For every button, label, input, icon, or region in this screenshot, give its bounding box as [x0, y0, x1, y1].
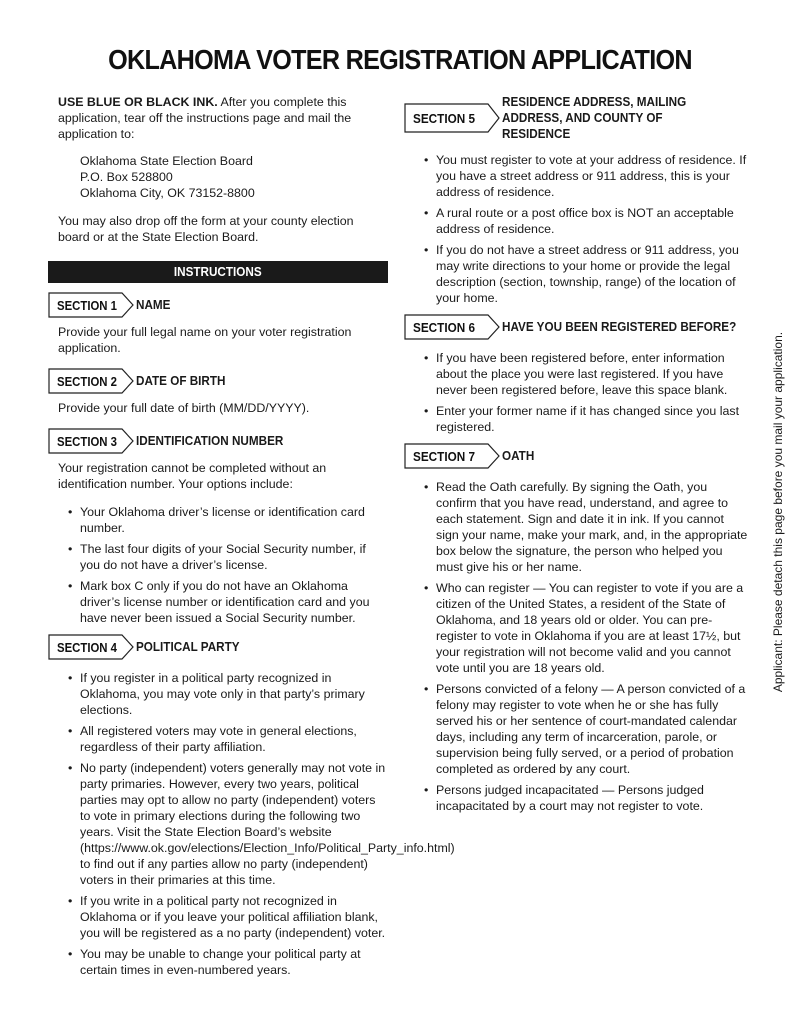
detach-notice: Applicant: Please detach this page before you mail your application.: [771, 331, 785, 693]
list-item: • Mark box C only if you do not have an Oklahoma driver’s license number or identification card and you have never been issued a Social Security number.: [68, 578, 388, 626]
section-5-title: RESIDENCE ADDRESS, MAILING ADDRESS, AND COUNTY OF RESIDENCE: [502, 94, 687, 141]
list-item: • Persons judged incapacitated — Persons judged incapacitated by a court may not register to vote.: [424, 782, 749, 814]
section-2-title: DATE OF BIRTH: [136, 373, 226, 388]
section-3-header: [48, 428, 388, 454]
intro-text: After you complete this application, tear off the instructions page and mail the application to:: [58, 95, 352, 141]
section-3-tag: [48, 428, 134, 454]
section-1-label: SECTION 1: [57, 298, 117, 313]
section-3-list: [68, 504, 388, 626]
list-item: • No party (independent) voters generally may not vote in party primaries. However, every two years, political parties may opt to allow no party (independent) voters to vote in primary elections during the following two years. Visit the State Election Board’s website (https://www.ok.gov/elections/Election_Info/Political_Party_info.html) to find out if any parties allow no party (independent) voters in their primaries at this time.: [68, 760, 388, 888]
list-item: • The last four digits of your Social Security number, if you do not have a driver’s license.: [68, 541, 388, 573]
section-4-label: SECTION 4: [57, 640, 118, 655]
section-1-tag: [48, 292, 134, 318]
section-7-list: [424, 479, 749, 814]
section-5-list: [424, 152, 749, 306]
section-5-header: [404, 94, 749, 142]
list-item: • If you register in a political party recognized in Oklahoma, you may vote only in that party’s primary elections.: [68, 670, 388, 718]
ink-instruction: USE BLUE OR BLACK INK.: [58, 95, 218, 109]
address-line: Oklahoma City, OK 73152-8800: [80, 186, 255, 200]
section-6-title: HAVE YOU BEEN REGISTERED BEFORE?: [502, 319, 737, 334]
section-4-title: POLITICAL PARTY: [136, 639, 240, 654]
section-3-text: Your registration cannot be completed without an identification number. Your options include:: [58, 461, 327, 491]
section-2-label: SECTION 2: [57, 374, 117, 389]
list-item: • If you write in a political party not recognized in Oklahoma or if you leave your political affiliation blank, you will be registered as a no party (independent) voter.: [68, 893, 388, 941]
section-6-list: [424, 350, 749, 435]
section-4-list: [68, 670, 455, 978]
list-item: • Your Oklahoma driver’s license or identification card number.: [68, 504, 388, 536]
section-7-label: SECTION 7: [413, 449, 475, 464]
right-column: [404, 94, 749, 822]
list-item: • You may be unable to change your political party at certain times in even-numbered years.: [68, 946, 388, 978]
section-6-header: [404, 314, 749, 340]
address-line: P.O. Box 528800: [80, 170, 173, 184]
section-5-label: SECTION 5: [413, 111, 475, 126]
instructions-label: INSTRUCTIONS: [174, 264, 262, 279]
list-item: • Who can register — You can register to vote if you are a citizen of the United States, a resident of the State of Oklahoma, and 18 years old or older. You can pre-register to vote in Oklahoma if you are at least 17½, but your registration will not become valid and you cannot vote until you are 18 years old.: [424, 580, 749, 676]
section-2-tag: [48, 368, 134, 394]
section-7-tag: [404, 443, 500, 469]
section-3-label: SECTION 3: [57, 434, 117, 449]
section-7-header: [404, 443, 749, 469]
section-6-tag: [404, 314, 500, 340]
intro-paragraph: [58, 94, 388, 142]
list-item: • All registered voters may vote in general elections, regardless of their party affiliation.: [68, 723, 388, 755]
section-7-title: OATH: [502, 448, 535, 463]
section-6-label: SECTION 6: [413, 320, 475, 335]
section-1-header: [48, 292, 388, 318]
section-4-header: [48, 634, 388, 660]
page-title: OKLAHOMA VOTER REGISTRATION APPLICATION: [108, 44, 692, 75]
list-item: • You must register to vote at your address of residence. If you have a street address or 911 address, this is your address of residence.: [424, 152, 749, 200]
list-item: • If you have been registered before, enter information about the place you were last registered. If you have never been registered before, leave this space blank.: [424, 350, 749, 398]
list-item: • Enter your former name if it has changed since you last registered.: [424, 403, 749, 435]
section-1-text: Provide your full legal name on your voter registration application.: [58, 325, 352, 355]
section-3-title: IDENTIFICATION NUMBER: [136, 433, 284, 448]
list-item: • If you do not have a street address or 911 address, you may write directions to your home or provide the legal description (section, township, range) of the location of your home.: [424, 242, 749, 306]
section-4-tag: [48, 634, 134, 660]
section-2-text: Provide your full date of birth (MM/DD/YYYY).: [58, 401, 310, 415]
section-5-tag: [404, 103, 500, 133]
section-1-title: NAME: [136, 297, 171, 312]
dropoff-text: You may also drop off the form at your county election board or at the State Election Board.: [58, 214, 354, 244]
address-line: Oklahoma State Election Board: [80, 154, 253, 168]
list-item: • A rural route or a post office box is NOT an acceptable address of residence.: [424, 205, 749, 237]
instructions-header: [48, 261, 388, 283]
section-2-header: [48, 368, 388, 394]
list-item: • Persons convicted of a felony — A person convicted of a felony may register to vote when he or she has fully served his or her sentence of court-mandated calendar days, including any term of incarceration, parole, or supervision being fully served, or a period of probation completed as ordered by any court.: [424, 681, 749, 777]
mailing-address: [80, 153, 388, 201]
list-item: • Read the Oath carefully. By signing the Oath, you confirm that you have read, understand, and agree to each statement. Sign and date it in ink. If you cannot sign your name, make your mark, and, in the appropriate box below the signature, the person who helped you must give his or her name.: [424, 479, 749, 575]
